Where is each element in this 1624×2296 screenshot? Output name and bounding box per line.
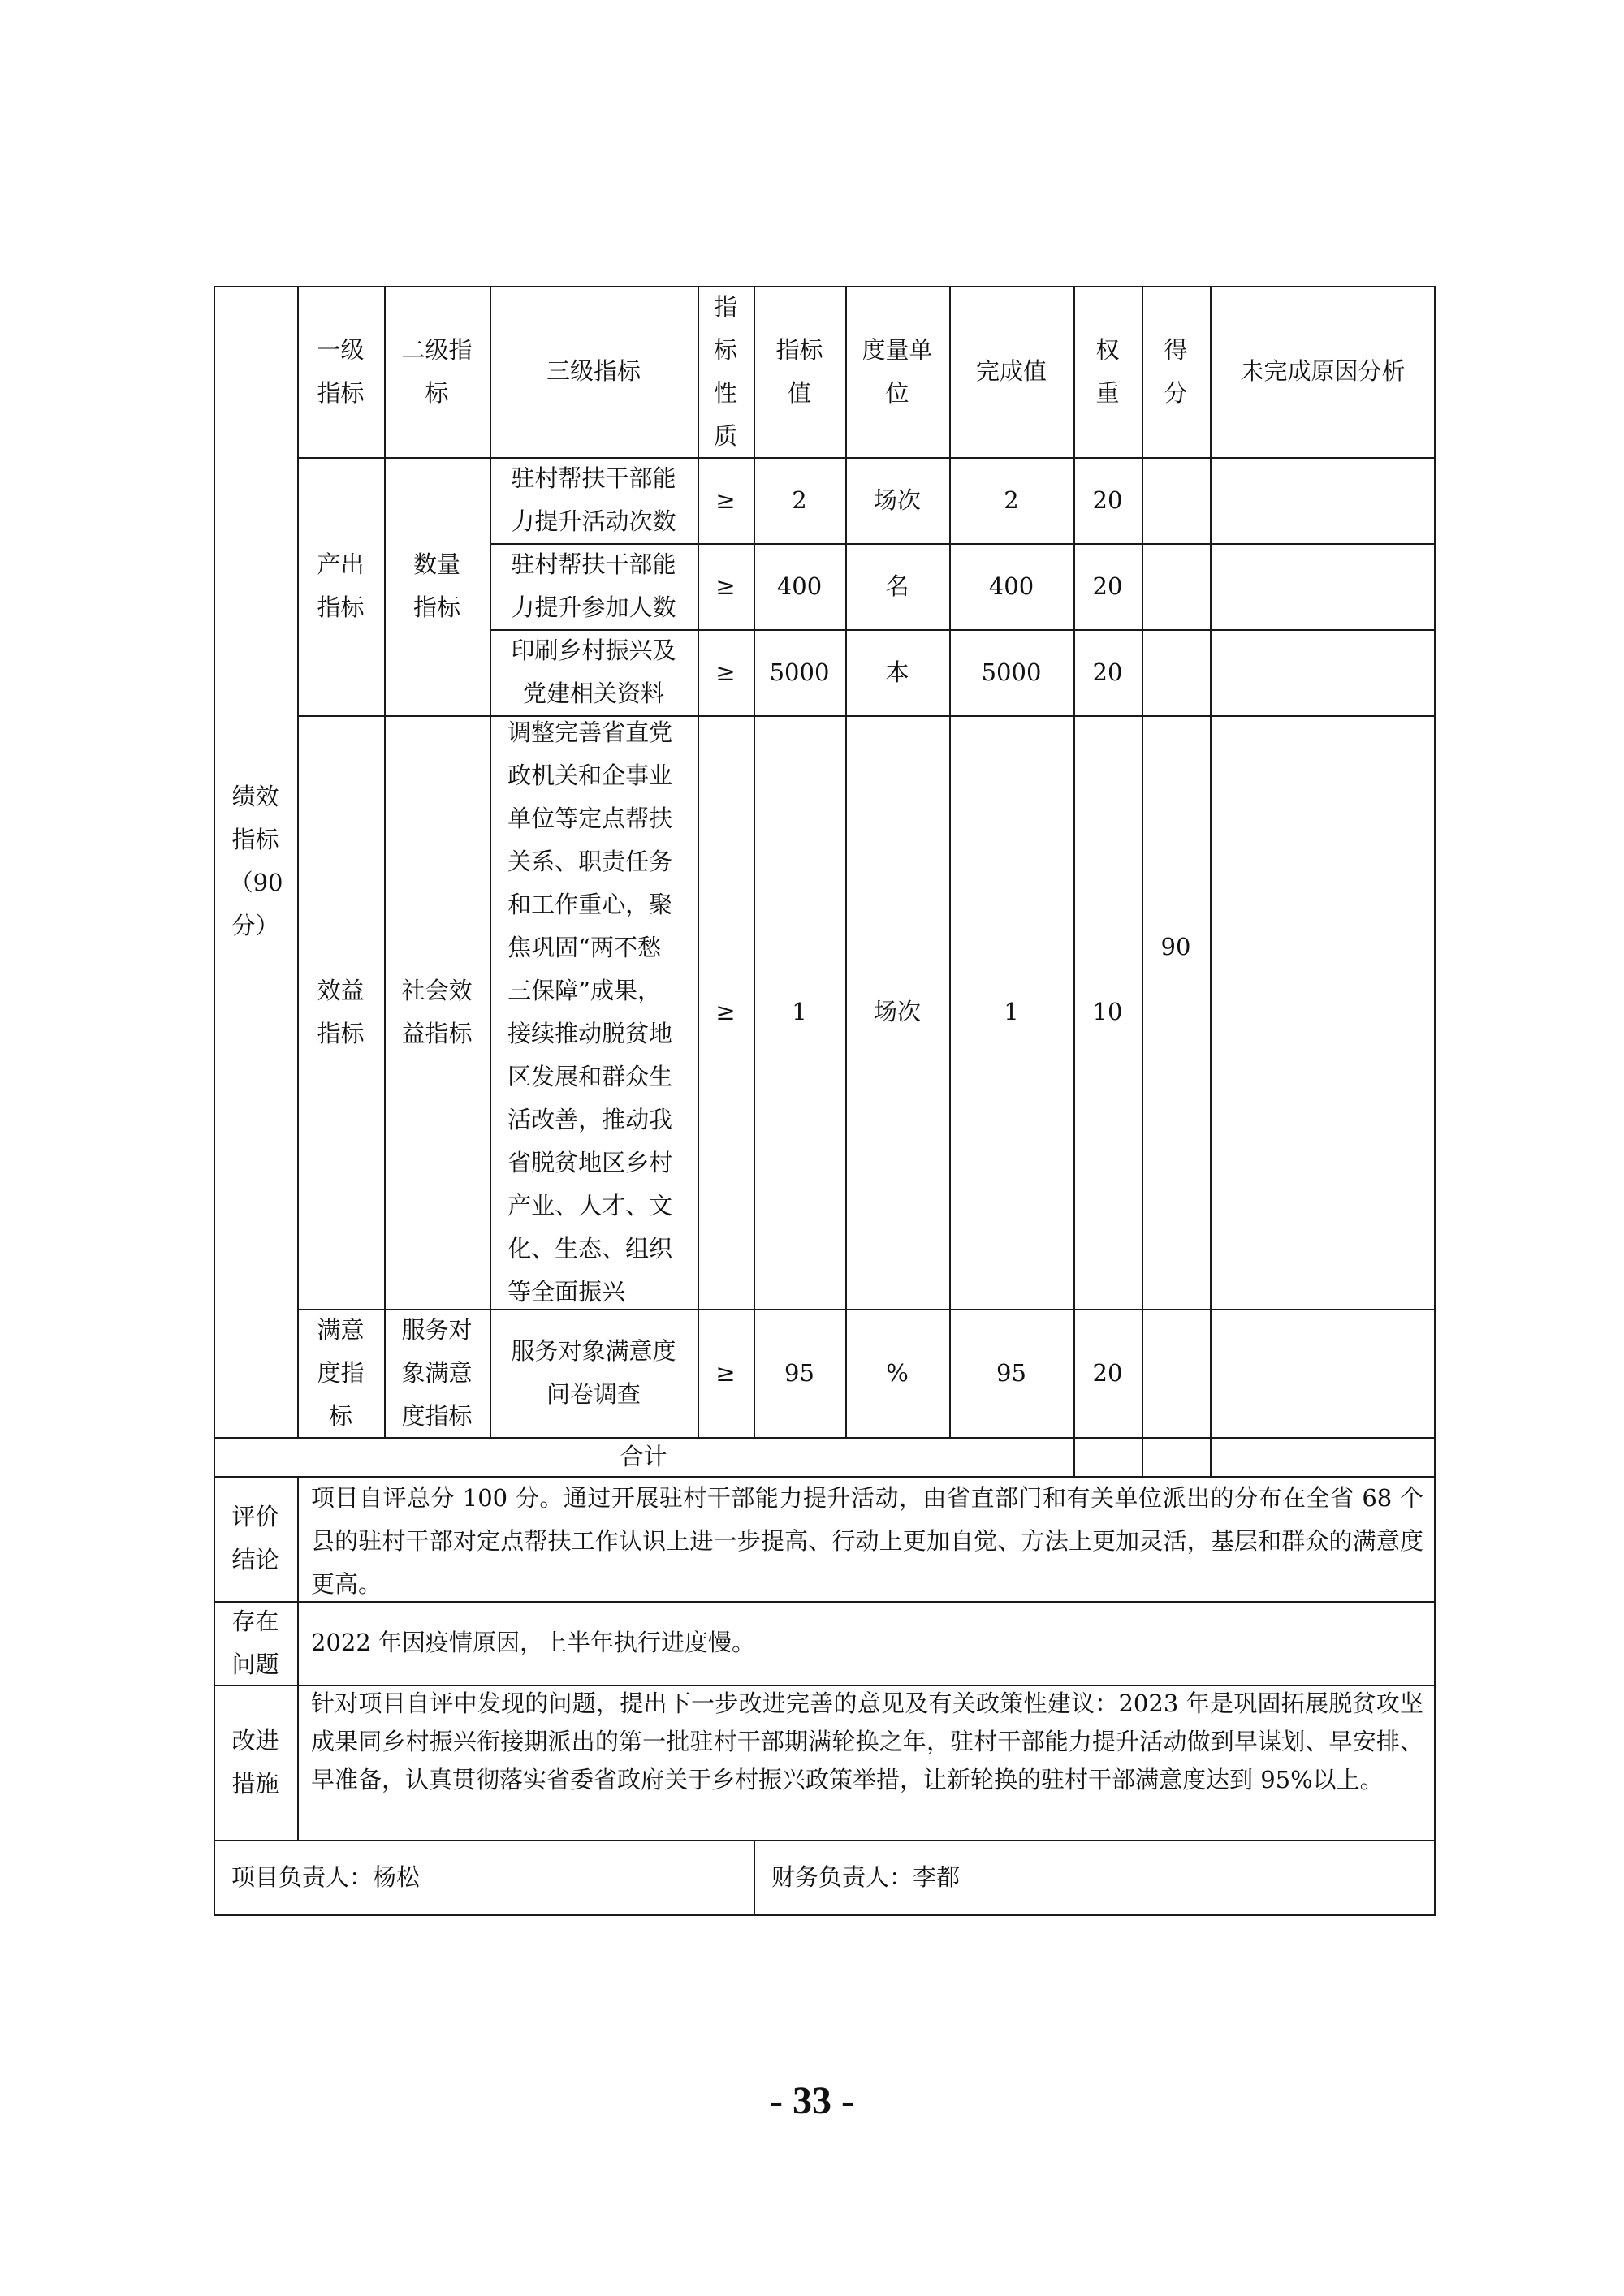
row1-unit: 场次 <box>873 486 921 514</box>
group-satisfaction-level1: 满意度指标 <box>317 1315 365 1430</box>
header-level2: 二级指标 <box>401 335 473 407</box>
rule-output-bottom-reason <box>1210 715 1436 717</box>
row5-weight: 20 <box>1092 1358 1123 1387</box>
col-divider-label <box>297 1476 299 1841</box>
row4-unit: 场次 <box>873 998 921 1025</box>
improvements-label: 改进措施 <box>231 1726 279 1798</box>
finance-lead: 财务负责人：李都 <box>771 1862 961 1891</box>
row4-actual: 1 <box>1004 998 1019 1025</box>
row3-indicator: 印刷乡村振兴及党建相关资料 <box>511 637 676 707</box>
col-divider-10 <box>1210 286 1212 1478</box>
row5-nature: ≥ <box>715 1358 736 1387</box>
row2-value: 400 <box>776 572 823 600</box>
row4-indicator: 调整完善省直党政机关和企事业单位等定点帮扶关系、职责任务和工作重心，聚焦巩固“两不愁三保障”成果，接续推动脱贫地区发展和群众生活改善，推动我省脱贫地区乡村产业、人才、文化、生态、组织等全面振兴 <box>508 718 673 1306</box>
problems-label: 存在问题 <box>231 1607 279 1678</box>
performance-table <box>214 286 1436 1916</box>
problems-text: 2022 年因疫情原因，上半年执行进度慢。 <box>311 1629 756 1656</box>
header-weight: 权重 <box>1095 335 1120 407</box>
row4-nature: ≥ <box>715 998 736 1025</box>
row1-weight: 20 <box>1092 486 1123 514</box>
row5-indicator: 服务对象满意度问卷调查 <box>511 1337 676 1408</box>
row1-actual: 2 <box>1004 486 1019 514</box>
header-actual: 完成值 <box>975 357 1047 385</box>
header-level1: 一级指标 <box>317 335 365 407</box>
row1-indicator: 驻村帮扶干部能力提升活动次数 <box>511 464 676 535</box>
project-lead: 项目负责人：杨松 <box>231 1862 421 1891</box>
row2-indicator: 驻村帮扶干部能力提升参加人数 <box>511 550 676 621</box>
row5-value: 95 <box>784 1358 814 1387</box>
header-unit: 度量单位 <box>862 335 933 407</box>
header-reason: 未完成原因分析 <box>1240 357 1406 385</box>
table-border-right <box>1434 286 1436 1916</box>
section-label: 绩效指标（90分） <box>229 783 283 939</box>
row2-actual: 400 <box>988 572 1034 600</box>
row2-nature: ≥ <box>715 572 736 600</box>
group-output-level2: 数量指标 <box>412 550 460 621</box>
evaluation-text: 项目自评总分 100 分。通过开展驻村干部能力提升活动，由省直部门和有关单位派出的分布在全省 68 个县的驻村干部对定点帮扶工作认识上进一步提高、行动上更加自觉、方法上更加灵活，基层和群众的满意度更高。 <box>311 1484 1423 1598</box>
header-level3: 三级指标 <box>546 357 641 385</box>
row3-value: 5000 <box>769 658 830 686</box>
rule-row1-reason <box>1210 543 1436 545</box>
rule-row2-reason <box>1210 629 1436 631</box>
group-benefit-level2: 社会效益指标 <box>401 976 473 1047</box>
row2-unit: 名 <box>885 572 909 600</box>
row1-value: 2 <box>792 486 807 514</box>
group-satisfaction-level2: 服务对象满意度指标 <box>401 1315 473 1430</box>
header-score: 得分 <box>1164 335 1188 407</box>
rule-benefit-bottom-reason <box>1210 1309 1436 1310</box>
row3-actual: 5000 <box>981 658 1042 686</box>
row2-weight: 20 <box>1092 572 1123 600</box>
row1-nature: ≥ <box>715 486 736 514</box>
row3-nature: ≥ <box>715 658 736 686</box>
row4-value: 1 <box>792 998 807 1025</box>
total-label: 合计 <box>620 1442 667 1470</box>
rule-evaluation-bottom <box>214 1601 1436 1603</box>
table-border-bottom <box>214 1914 1436 1916</box>
row4-weight: 10 <box>1092 998 1123 1025</box>
improvements-text: 针对项目自评中发现的问题，提出下一步改进完善的意见及有关政策性建议：2023 年是巩固拓展脱贫攻坚成果同乡村振兴衔接期派出的第一批驻村干部期满轮换之年，驻村干部能力提升活动做到早谋划、早安排、早准备，认真贯彻落实省委省政府关于乡村振兴政策举措，让新轮换的驻村干部满意度达到 95%以上。 <box>311 1690 1423 1793</box>
header-value: 指标值 <box>775 335 823 407</box>
row5-actual: 95 <box>996 1358 1026 1387</box>
header-nature: 指标性质 <box>713 292 737 450</box>
score-total: 90 <box>1160 933 1191 960</box>
row3-weight: 20 <box>1092 658 1123 686</box>
page-number: - 33 - <box>770 2079 854 2122</box>
row3-unit: 本 <box>885 658 909 686</box>
group-output-level1: 产出指标 <box>317 550 365 621</box>
group-benefit-level1: 效益指标 <box>317 976 365 1047</box>
row5-unit: % <box>886 1358 909 1387</box>
evaluation-label: 评价结论 <box>231 1503 279 1573</box>
